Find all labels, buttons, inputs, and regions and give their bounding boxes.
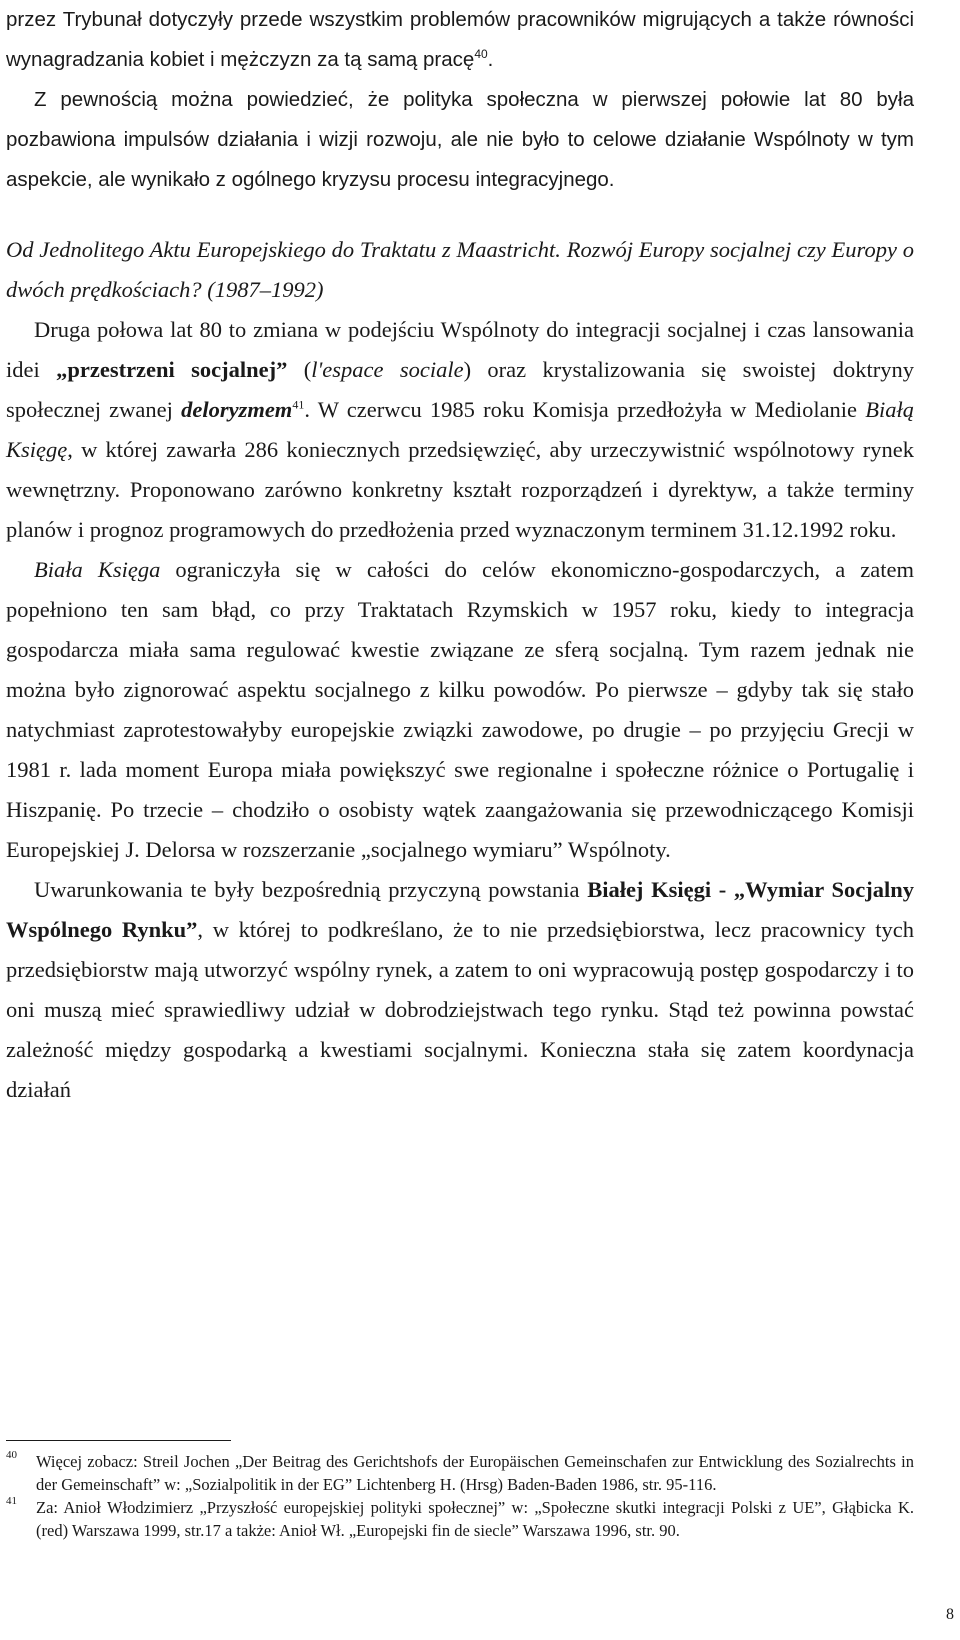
- footnote-text: Więcej zobacz: Streil Jochen „Der Beitrag des Gerichtshofs der Europäischen Gemeinschafen zur Entwicklung des Sozialrechts in der Gemeinschaft” w: „Sozialpolitik in der EG” Lichtenberg H. (Hrsg) Baden-Baden 1986, str. 95-116.: [36, 1452, 914, 1494]
- section-heading: Od Jednolitego Aktu Europejskiego do Traktatu z Maastricht. Rozwój Europy socjalnej czy Europy o dwóch prędkościach? (1987–1992): [6, 237, 914, 302]
- paragraph-2: Z pewnością można powiedzieć, że polityka społeczna w pierwszej połowie lat 80 była pozbawiona impulsów działania i wizji rozwoju, ale nie było to celowe działanie Wspólnoty w tym aspekcie, ale wynikało z ogólnego kryzysu procesu integracyjnego.: [6, 88, 914, 191]
- footnote-ref-41[interactable]: 41: [292, 397, 305, 412]
- paragraph-3: Druga połowa lat 80 to zmiana w podejściu Wspólnoty do integracji socjalnej i czas lansowania idei „przestrzeni socjalnej” (l'espace sociale) oraz krystalizowania się swoistej doktryny społecznej zwanej deloryzmem$^{41}$. W czerwcu 1985 roku Komisja przedłożyła w Mediolanie Białą Księgę, w której zawarła 286 koniecznych przedsięwzięć, aby urzeczywistnić wspólnotowy rynek wewnętrzny. Proponowano zarówno konkretny kształt rozporządzeń i dyrektyw, a także terminy planów i prognoz programowych do przedłożenia przed wyznaczonym terminem 31.12.1992 roku.: [6, 317, 914, 542]
- paragraph-1: przez Trybunał dotyczyły przede wszystkim problemów pracowników migrujących a także równości wynagradzania kobiet i mężczyzn za tą samą pracę$^{40}$.: [6, 8, 914, 71]
- main-text: [6, 0, 914, 1110]
- paragraph-5: Uwarunkowania te były bezpośrednią przyczyną powstania Białej Księgi - „Wymiar Socjalny Wspólnego Rynku”, w której to podkreślano, że to nie przedsiębiorstwa, lecz pracownicy tych przedsiębiorstw mają utworzyć wspólny rynek, a zatem to oni wypracowują postęp gospodarczy i to oni muszą mieć sprawiedliwy udział w dobrodziejstwach tego rynku. Stąd też powinna powstać zależność między gospodarką a kwestiami socjalnymi. Konieczna stała się zatem koordynacja działań: [6, 877, 914, 1102]
- footnote-number: 41: [6, 1495, 17, 1507]
- footnote-number: 40: [6, 1449, 17, 1461]
- paragraph-4: Biała Księga ograniczyła się w całości do celów ekonomiczno-gospodarczych, a zatem popełniono ten sam błąd, co przy Traktatach Rzymskich w 1957 roku, kiedy to integracja gospodarcza miała sama regulować kwestie związane ze sferą socjalną. Tym razem jednak nie można było zignorować aspektu socjalnego z kilku powodów. Po pierwsze – gdyby tak się stało natychmiast zaprotestowałyby europejskie związki zawodowe, po drugie – po przyjęciu Grecji w 1981 r. lada moment Europa miała powiększyć swe regionalne i społeczne różnice o Portugalię i Hiszpanię. Po trzecie – chodziło o osobisty wątek zaangażowania się przewodniczącego Komisji Europejskiej J. Delorsa w rozszerzanie „socjalnego wymiaru” Wspólnoty.: [6, 557, 914, 862]
- footnotes: [6, 1450, 914, 1542]
- footnote-ref-40[interactable]: 40: [474, 47, 488, 62]
- footnote-divider: [6, 1440, 231, 1441]
- footnote-40: [6, 1450, 914, 1496]
- footnote-text: Za: Anioł Włodzimierz „Przyszłość europejskiej polityki społecznej” w: „Społeczne skutki integracji Polski z UE”, Głąbicka K. (red) Warszawa 1999, str.17 a także: Anioł Wł. „Europejski fin de siecle” Warszawa 1996, str. 90.: [36, 1498, 914, 1540]
- footnote-41: [6, 1496, 914, 1542]
- page-number: 8: [946, 1606, 954, 1623]
